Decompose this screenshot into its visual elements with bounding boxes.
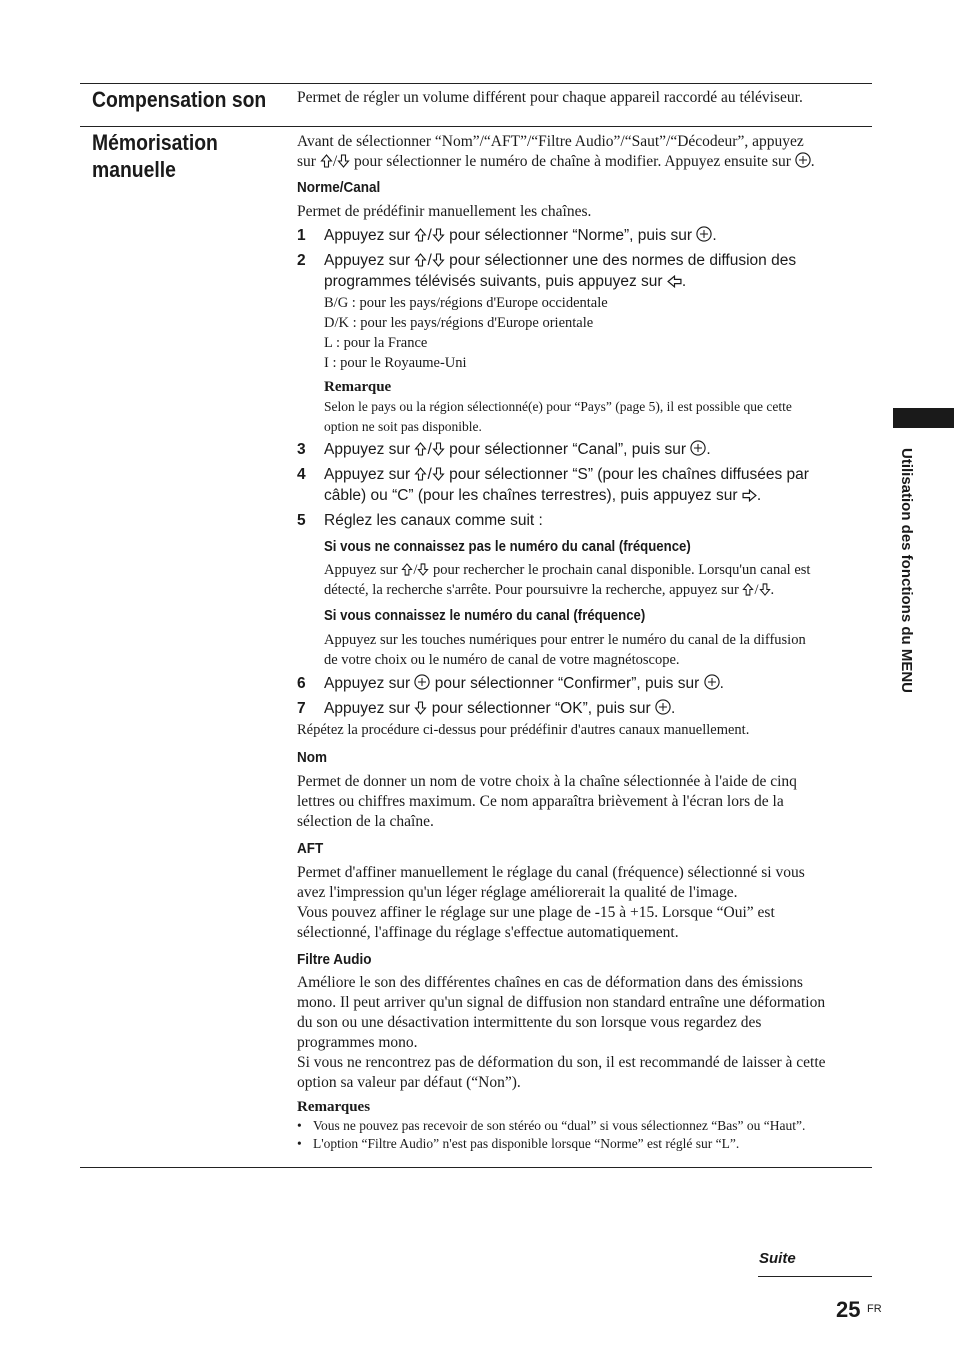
filtre-text: programmes mono. [297,1034,418,1051]
text: pour sélectionner “Confirmer”, puis sur [434,675,700,692]
title-line: Mémorisation [92,130,218,155]
text: Appuyez sur [324,252,411,269]
step-number: 4 [297,466,306,483]
title-line: manuelle [92,157,176,182]
region-item: L : pour la France [324,335,428,351]
up-arrow-icon [414,253,427,267]
enter-circle-icon [704,674,720,690]
right-arrow-icon [742,489,757,502]
text: Appuyez sur [324,675,411,692]
step-number: 2 [297,252,306,269]
down-arrow-icon [759,583,771,596]
step-number: 5 [297,512,306,529]
text: pour sélectionner “Canal”, puis sur [449,441,687,458]
enter-circle-icon [655,699,671,715]
filtre-text: Si vous ne rencontrez pas de déformation du son, il est recommandé de laisser à cette [297,1054,826,1071]
remarques-heading: Remarques [297,1099,371,1115]
text: Appuyez sur [324,700,411,717]
text: Réglez les canaux comme suit : [324,512,543,529]
step-1: 1 Appuyez sur / pour sélectionner “Norme”, puis sur . [297,227,717,244]
step-number: 6 [297,675,306,692]
down-arrow-icon [432,467,445,481]
step-number: 7 [297,700,306,717]
top-rule [80,83,872,84]
up-arrow-icon [742,583,754,596]
down-arrow-icon [432,253,445,267]
text: pour rechercher le prochain canal disponible. Lorsqu'un canal est [432,562,811,578]
up-arrow-icon [401,563,413,576]
subheading-aft: AFT [297,840,324,857]
region-item: I : pour le Royaume-Uni [324,355,467,371]
compensation-text: Permet de régler un volume différent pour chaque appareil raccordé au téléviseur. [297,89,803,106]
case-heading-known: Si vous connaissez le numéro du canal (fréquence) [324,607,646,624]
text: pour sélectionner “S” (pour les chaînes diffusées par [449,466,809,483]
text: pour sélectionner “Norme”, puis sur [449,227,693,244]
section-title-memorisation [92,129,259,183]
step-number: 3 [297,441,306,458]
intro-line: Avant de sélectionner “Nom”/“AFT”/“Filtre Audio”/“Saut”/“Décodeur”, appuyez [297,133,804,150]
section-title-compensation: Compensation son [92,87,267,112]
down-arrow-icon [432,228,445,242]
chapter-tab-label: Utilisation des fonctions du MENU [898,448,915,694]
text: Appuyez sur [324,227,411,244]
aft-text: avez l'impression qu'un léger réglage améliorerait la qualité de l'image. [297,884,738,901]
enter-circle-icon [795,152,811,168]
repeat-text: Répétez la procédure ci-dessus pour prédéfinir d'autres canaux manuellement. [297,722,750,738]
text: pour sélectionner une des normes de diffusion des [449,252,797,269]
norme-desc: Permet de prédéfinir manuellement les chaînes. [297,203,592,220]
subheading-norme: Norme/Canal [297,179,381,196]
step-6: 6 Appuyez sur pour sélectionner “Confirmer”, puis sur . [297,675,724,692]
down-arrow-icon [414,701,427,715]
continued-rule [758,1276,872,1277]
nom-text: Permet de donner un nom de votre choix à la chaîne sélectionnée à l'aide de cinq [297,773,797,790]
case-text: Appuyez sur les touches numériques pour entrer le numéro du canal de la diffusion [324,632,806,648]
up-arrow-icon [414,228,427,242]
intro-line: sur / pour sélectionner le numéro de chaîne à modifier. Appuyez ensuite sur . [297,153,815,170]
text: pour sélectionner “OK”, puis sur [431,700,651,717]
up-arrow-icon [414,442,427,456]
aft-text: Vous pouvez affiner le réglage sur une plage de -15 à +15. Lorsque “Oui” est [297,904,775,921]
text: pour sélectionner le numéro de chaîne à modifier. Appuyez ensuite sur [354,153,791,170]
remarque-text: Selon le pays ou la région sélectionné(e) pour “Pays” (page 5), il est possible que cette [324,399,792,414]
case-heading-unknown: Si vous ne connaissez pas le numéro du canal (fréquence) [324,538,691,555]
filtre-text: mono. Il peut arriver qu'un signal de diffusion non standard entraîne une déformation [297,994,826,1011]
enter-circle-icon [690,440,706,456]
step-4: 4 Appuyez sur / pour sélectionner “S” (pour les chaînes diffusées par câble) ou “C” (pour les chaînes terrestres), puis appuyez sur . [297,466,809,504]
text: sur [297,153,316,170]
nom-text: lettres ou chiffres maximum. Ce nom apparaîtra brièvement à l'écran lors de la [297,793,784,810]
case-text: détecté, la recherche s'arrête. Pour poursuivre la recherche, appuyez sur / . [324,582,775,598]
step-2: 2 Appuyez sur / pour sélectionner une des normes de diffusion des programmes télévisés suivants, puis appuyez sur . [297,252,797,290]
aft-text: Permet d'affiner manuellement le réglage du canal (fréquence) sélectionné si vous [297,864,805,881]
aft-text: sélectionné, l'affinage du réglage s'effectue automatiquement. [297,924,679,941]
page-language: FR [867,1303,882,1315]
filtre-text: Améliore le son des différentes chaînes en cas de déformation dans des émissions [297,974,803,991]
text: Appuyez sur [324,466,411,483]
down-arrow-icon [432,442,445,456]
up-arrow-icon [414,467,427,481]
page-number: 25 [836,1297,861,1322]
step-5 [297,510,875,531]
remarque-bullet: • L'option “Filtre Audio” n'est pas disponible lorsque “Norme” est réglé sur “L”. [297,1135,875,1153]
continued-label: Suite [759,1250,796,1267]
remarque-bullet: • Vous ne pouvez pas recevoir de son stéréo ou “dual” si vous sélectionnez “Bas” ou “Haut”. [297,1117,875,1135]
left-arrow-icon [667,275,682,288]
subheading-filtre-audio: Filtre Audio [297,951,372,968]
enter-circle-icon [414,674,430,690]
down-arrow-icon [417,563,429,576]
case-text: de votre choix ou le numéro de canal de votre magnétoscope. [324,652,680,668]
remarque-text: option ne soit pas disponible. [324,419,482,434]
region-list [297,293,875,437]
region-item: B/G : pour les pays/régions d'Europe occidentale [324,295,608,311]
up-arrow-icon [320,154,333,168]
text: Appuyez sur [324,562,398,578]
case-text: Appuyez sur / pour rechercher le prochain canal disponible. Lorsqu'un canal est [324,562,811,578]
step-number: 1 [297,227,306,244]
filtre-text: du son ou une désactivation intermittente du son lorsque vous regardez des [297,1014,762,1031]
section-body-memorisation [297,132,875,1153]
text: câble) ou “C” (pour les chaînes terrestres), puis appuyez sur [324,487,738,504]
step-7: 7 Appuyez sur pour sélectionner “OK”, puis sur . [297,700,676,717]
chapter-tab-marker [893,408,954,428]
region-item: D/K : pour les pays/régions d'Europe orientale [324,315,594,331]
bottom-rule [80,1167,872,1168]
channel-cases [297,537,875,670]
subheading-nom: Nom [297,749,328,766]
text: détecté, la recherche s'arrête. Pour poursuivre la recherche, appuyez sur [324,582,739,598]
nom-text: sélection de la chaîne. [297,813,434,830]
text: programmes télévisés suivants, puis appuyez sur [324,273,663,290]
text: Appuyez sur [324,441,411,458]
step-3: 3 Appuyez sur / pour sélectionner “Canal”, puis sur . [297,441,711,458]
section-body-compensation [297,88,875,108]
remarque-heading: Remarque [324,379,392,395]
filtre-text: option sa valeur par défaut (“Non”). [297,1074,521,1091]
section-divider [80,126,872,127]
down-arrow-icon [337,154,350,168]
enter-circle-icon [696,226,712,242]
